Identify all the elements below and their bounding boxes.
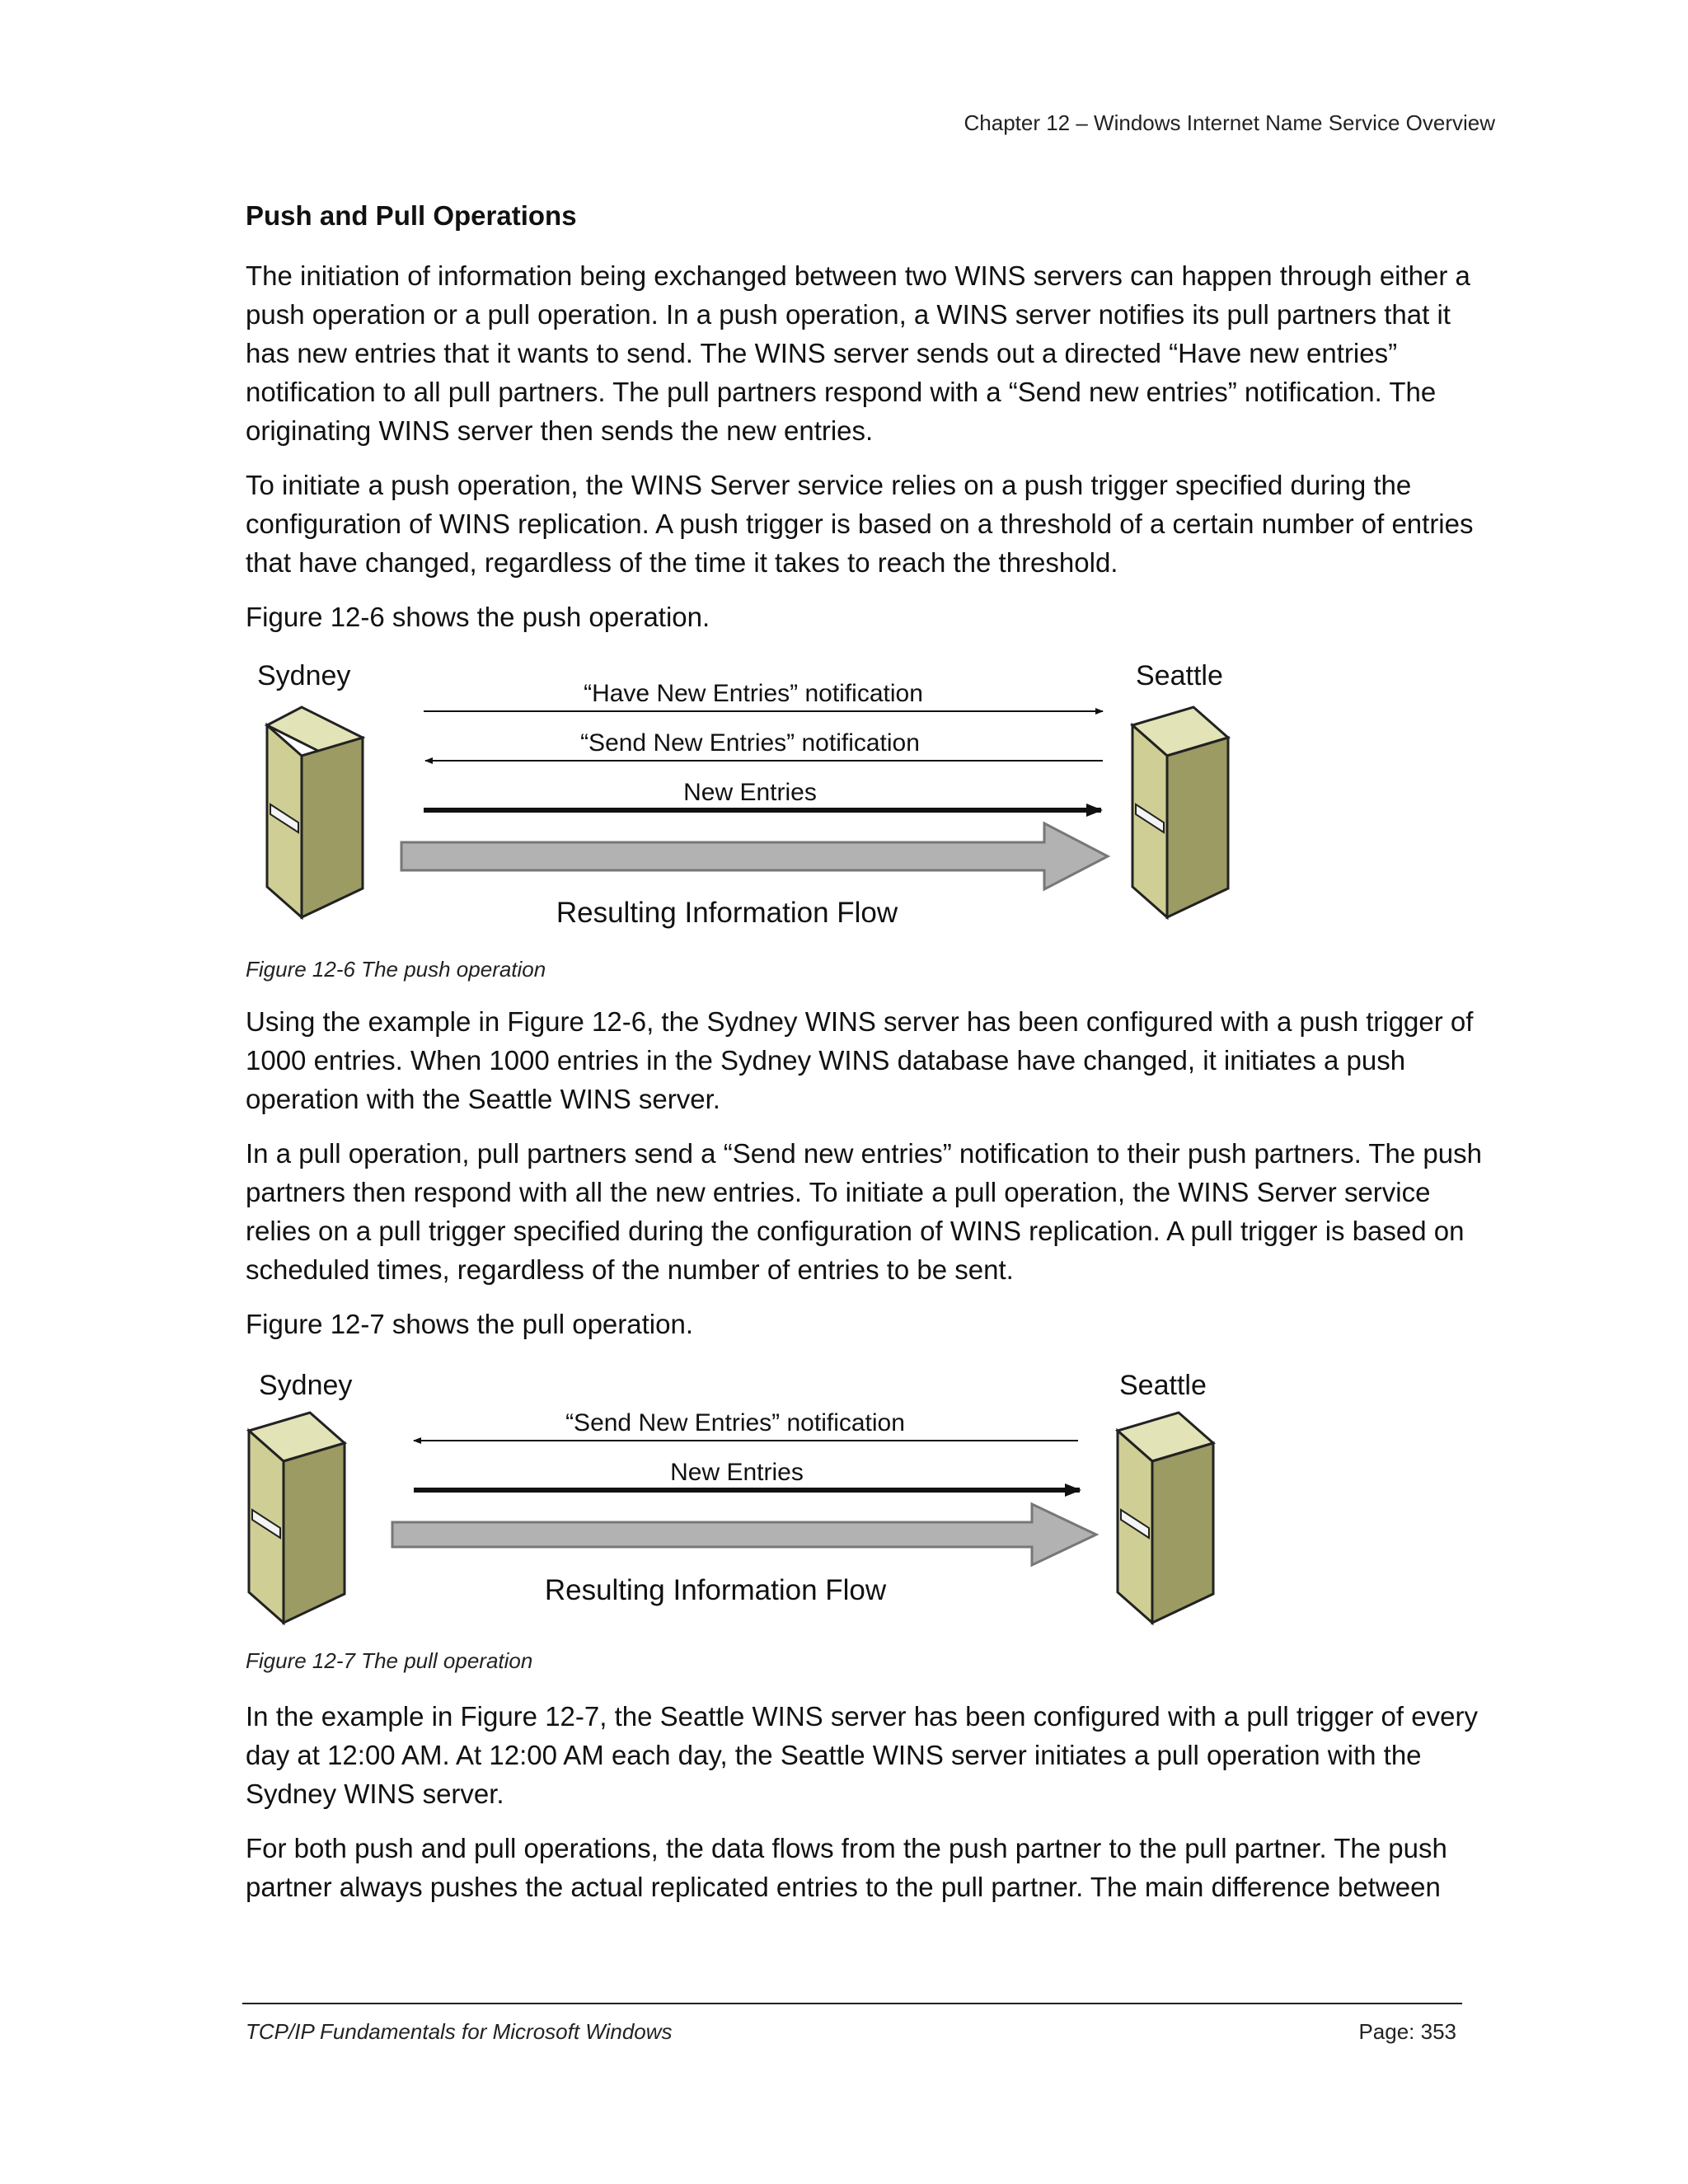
server-label-sydney: Sydney xyxy=(257,660,351,691)
paragraph-figure-12-7-ref: Figure 12-7 shows the pull operation. xyxy=(246,1309,693,1339)
message-have-new-entries: “Have New Entries” notification xyxy=(584,680,923,707)
figure-caption-12-6: Figure 12-6 The push operation xyxy=(246,957,546,982)
message-new-entries: New Entries xyxy=(670,1459,804,1486)
server-label-seattle: Seattle xyxy=(1119,1370,1207,1401)
paragraph-push-pull-intro: The initiation of information being exchanged between two WINS servers can happen through either a push operation or a pull operation. In a push operation, a WINS server notifies its pull partners that it has new entries that it wants to send. The WINS server sends out a directed “Have new entries” notification to all pull partners. The pull partners respond with a “Send new entries” notification. The originating WINS server then sends the new entries. xyxy=(246,260,1470,446)
paragraph-push-trigger: To initiate a push operation, the WINS Server service relies on a push trigger specified during the configuration of WINS replication. A push trigger is based on a threshold of a certain number of entries that have changed, regardless of the time it takes to reach the threshold. xyxy=(246,470,1474,578)
information-flow-arrow xyxy=(392,1504,1096,1565)
paragraph-data-flow: For both push and pull operations, the data flows from the push partner to the pull partner. The push partner always pushes the actual replicated entries to the pull partner. The main difference between xyxy=(246,1833,1447,1902)
push-diagram xyxy=(246,656,1498,957)
server-tower-icon xyxy=(1132,707,1228,917)
running-header: Chapter 12 – Windows Internet Name Service Overview xyxy=(964,110,1495,135)
message-new-entries: New Entries xyxy=(683,779,817,806)
figure-push-operation xyxy=(246,656,1498,957)
information-flow-label: Resulting Information Flow xyxy=(556,897,898,929)
footer-page-number: Page: 353 xyxy=(1358,2019,1456,2044)
footer-rule xyxy=(242,2003,1462,2004)
paragraph-pull-operation: In a pull operation, pull partners send a “Send new entries” notification to their push partners. The push partners then respond with all the new entries. To initiate a pull operation, the WINS Server service relies on a pull trigger specified during the configuration of WINS replication. A pull trigger is based on scheduled times, regardless of the number of entries to be sent. xyxy=(246,1138,1482,1285)
figure-caption-12-7: Figure 12-7 The pull operation xyxy=(246,1648,533,1673)
paragraph-pull-example: In the example in Figure 12-7, the Seattle WINS server has been configured with a pull trigger of every day at 12:00 AM. At 12:00 AM each day, the Seattle WINS server initiates a pull operation with the Sydney WINS server. xyxy=(246,1701,1478,1809)
server-tower-icon xyxy=(267,707,363,917)
server-tower-icon xyxy=(1118,1413,1213,1623)
message-send-new-entries: “Send New Entries” notification xyxy=(580,729,920,757)
paragraph-push-example: Using the example in Figure 12-6, the Sydney WINS server has been configured with a push trigger of 1000 entries. When 1000 entries in the Sydney WINS database have changed, it initiates a push operation with the Seattle WINS server. xyxy=(246,1006,1474,1114)
section-heading: Push and Pull Operations xyxy=(246,200,577,231)
information-flow-arrow xyxy=(401,823,1108,889)
footer-book-title: TCP/IP Fundamentals for Microsoft Windows xyxy=(246,2019,673,2044)
server-tower-icon xyxy=(249,1413,345,1623)
information-flow-label: Resulting Information Flow xyxy=(544,1574,887,1606)
message-send-new-entries: “Send New Entries” notification xyxy=(565,1409,905,1436)
paragraph-figure-12-6-ref: Figure 12-6 shows the push operation. xyxy=(246,602,710,632)
page-content xyxy=(246,200,1498,1922)
figure-pull-operation xyxy=(246,1363,1498,1652)
server-label-sydney: Sydney xyxy=(259,1370,353,1401)
server-label-seattle: Seattle xyxy=(1136,660,1223,691)
pull-diagram xyxy=(246,1363,1498,1652)
